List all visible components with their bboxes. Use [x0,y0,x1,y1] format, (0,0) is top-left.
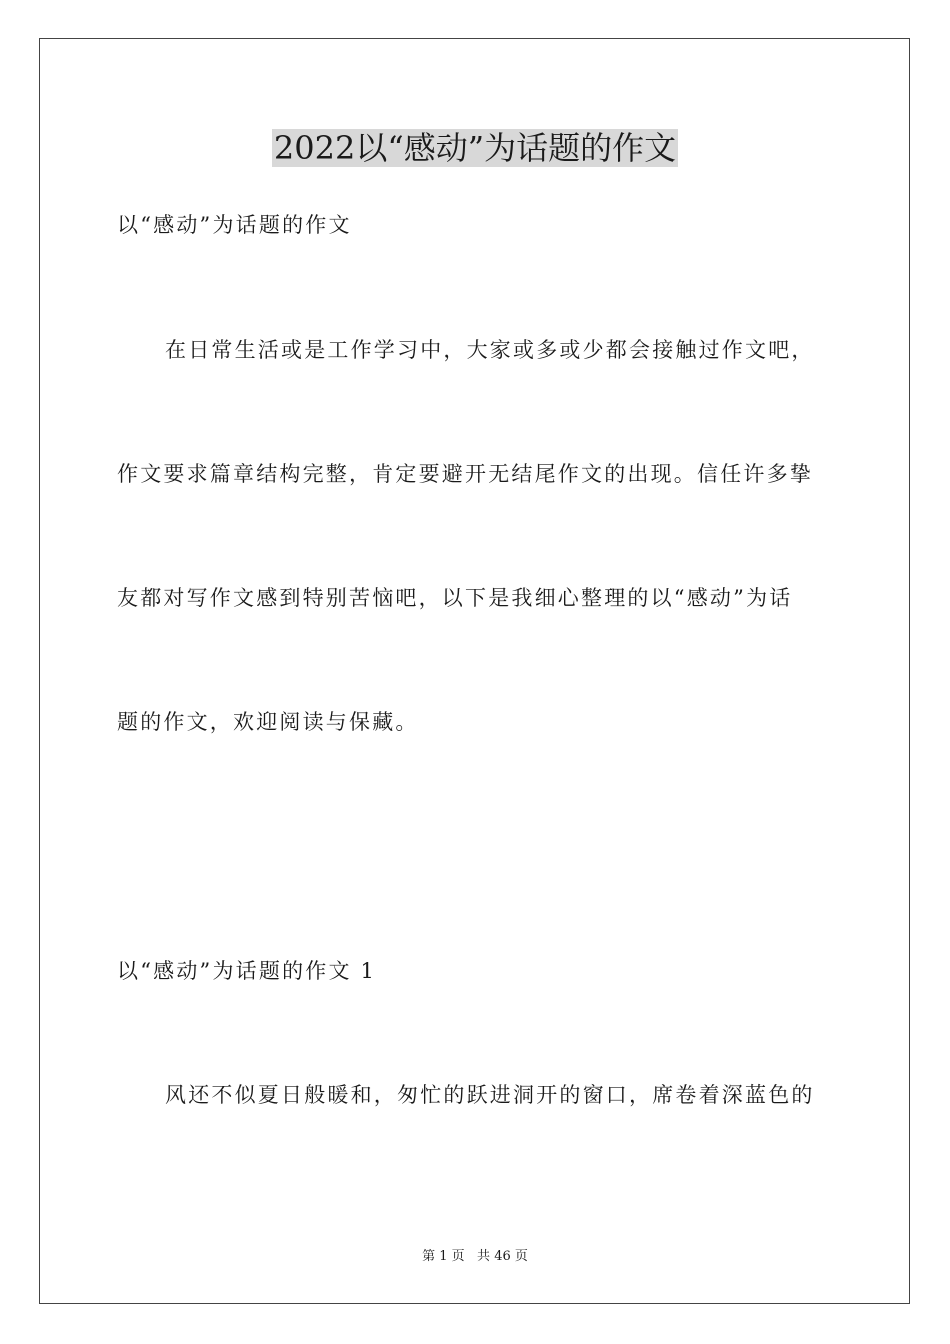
paragraph-line: 在日常生活或是工作学习中，大家或多或少都会接触过作文吧， [165,338,815,362]
page-number-footer: 第 1 页 共 46 页 [422,1249,528,1264]
paragraph-line: 友都对写作文感到特别苦恼吧，以下是我细心整理的以“感动”为话 [117,586,793,610]
document-subtitle: 以“感动”为话题的作文 [117,213,352,237]
document-title-text: 2022以“感动”为话题的作文 [273,129,677,167]
paragraph-line: 风还不似夏日般暖和，匆忙的跃进洞开的窗口，席卷着深蓝色的 [165,1083,815,1107]
section-heading: 以“感动”为话题的作文 1 [117,959,377,983]
document-title [0,126,950,170]
paragraph-line: 作文要求篇章结构完整，肯定要避开无结尾作文的出现。信任许多挚 [117,462,813,486]
paragraph-line: 题的作文，欢迎阅读与保藏。 [117,710,419,734]
